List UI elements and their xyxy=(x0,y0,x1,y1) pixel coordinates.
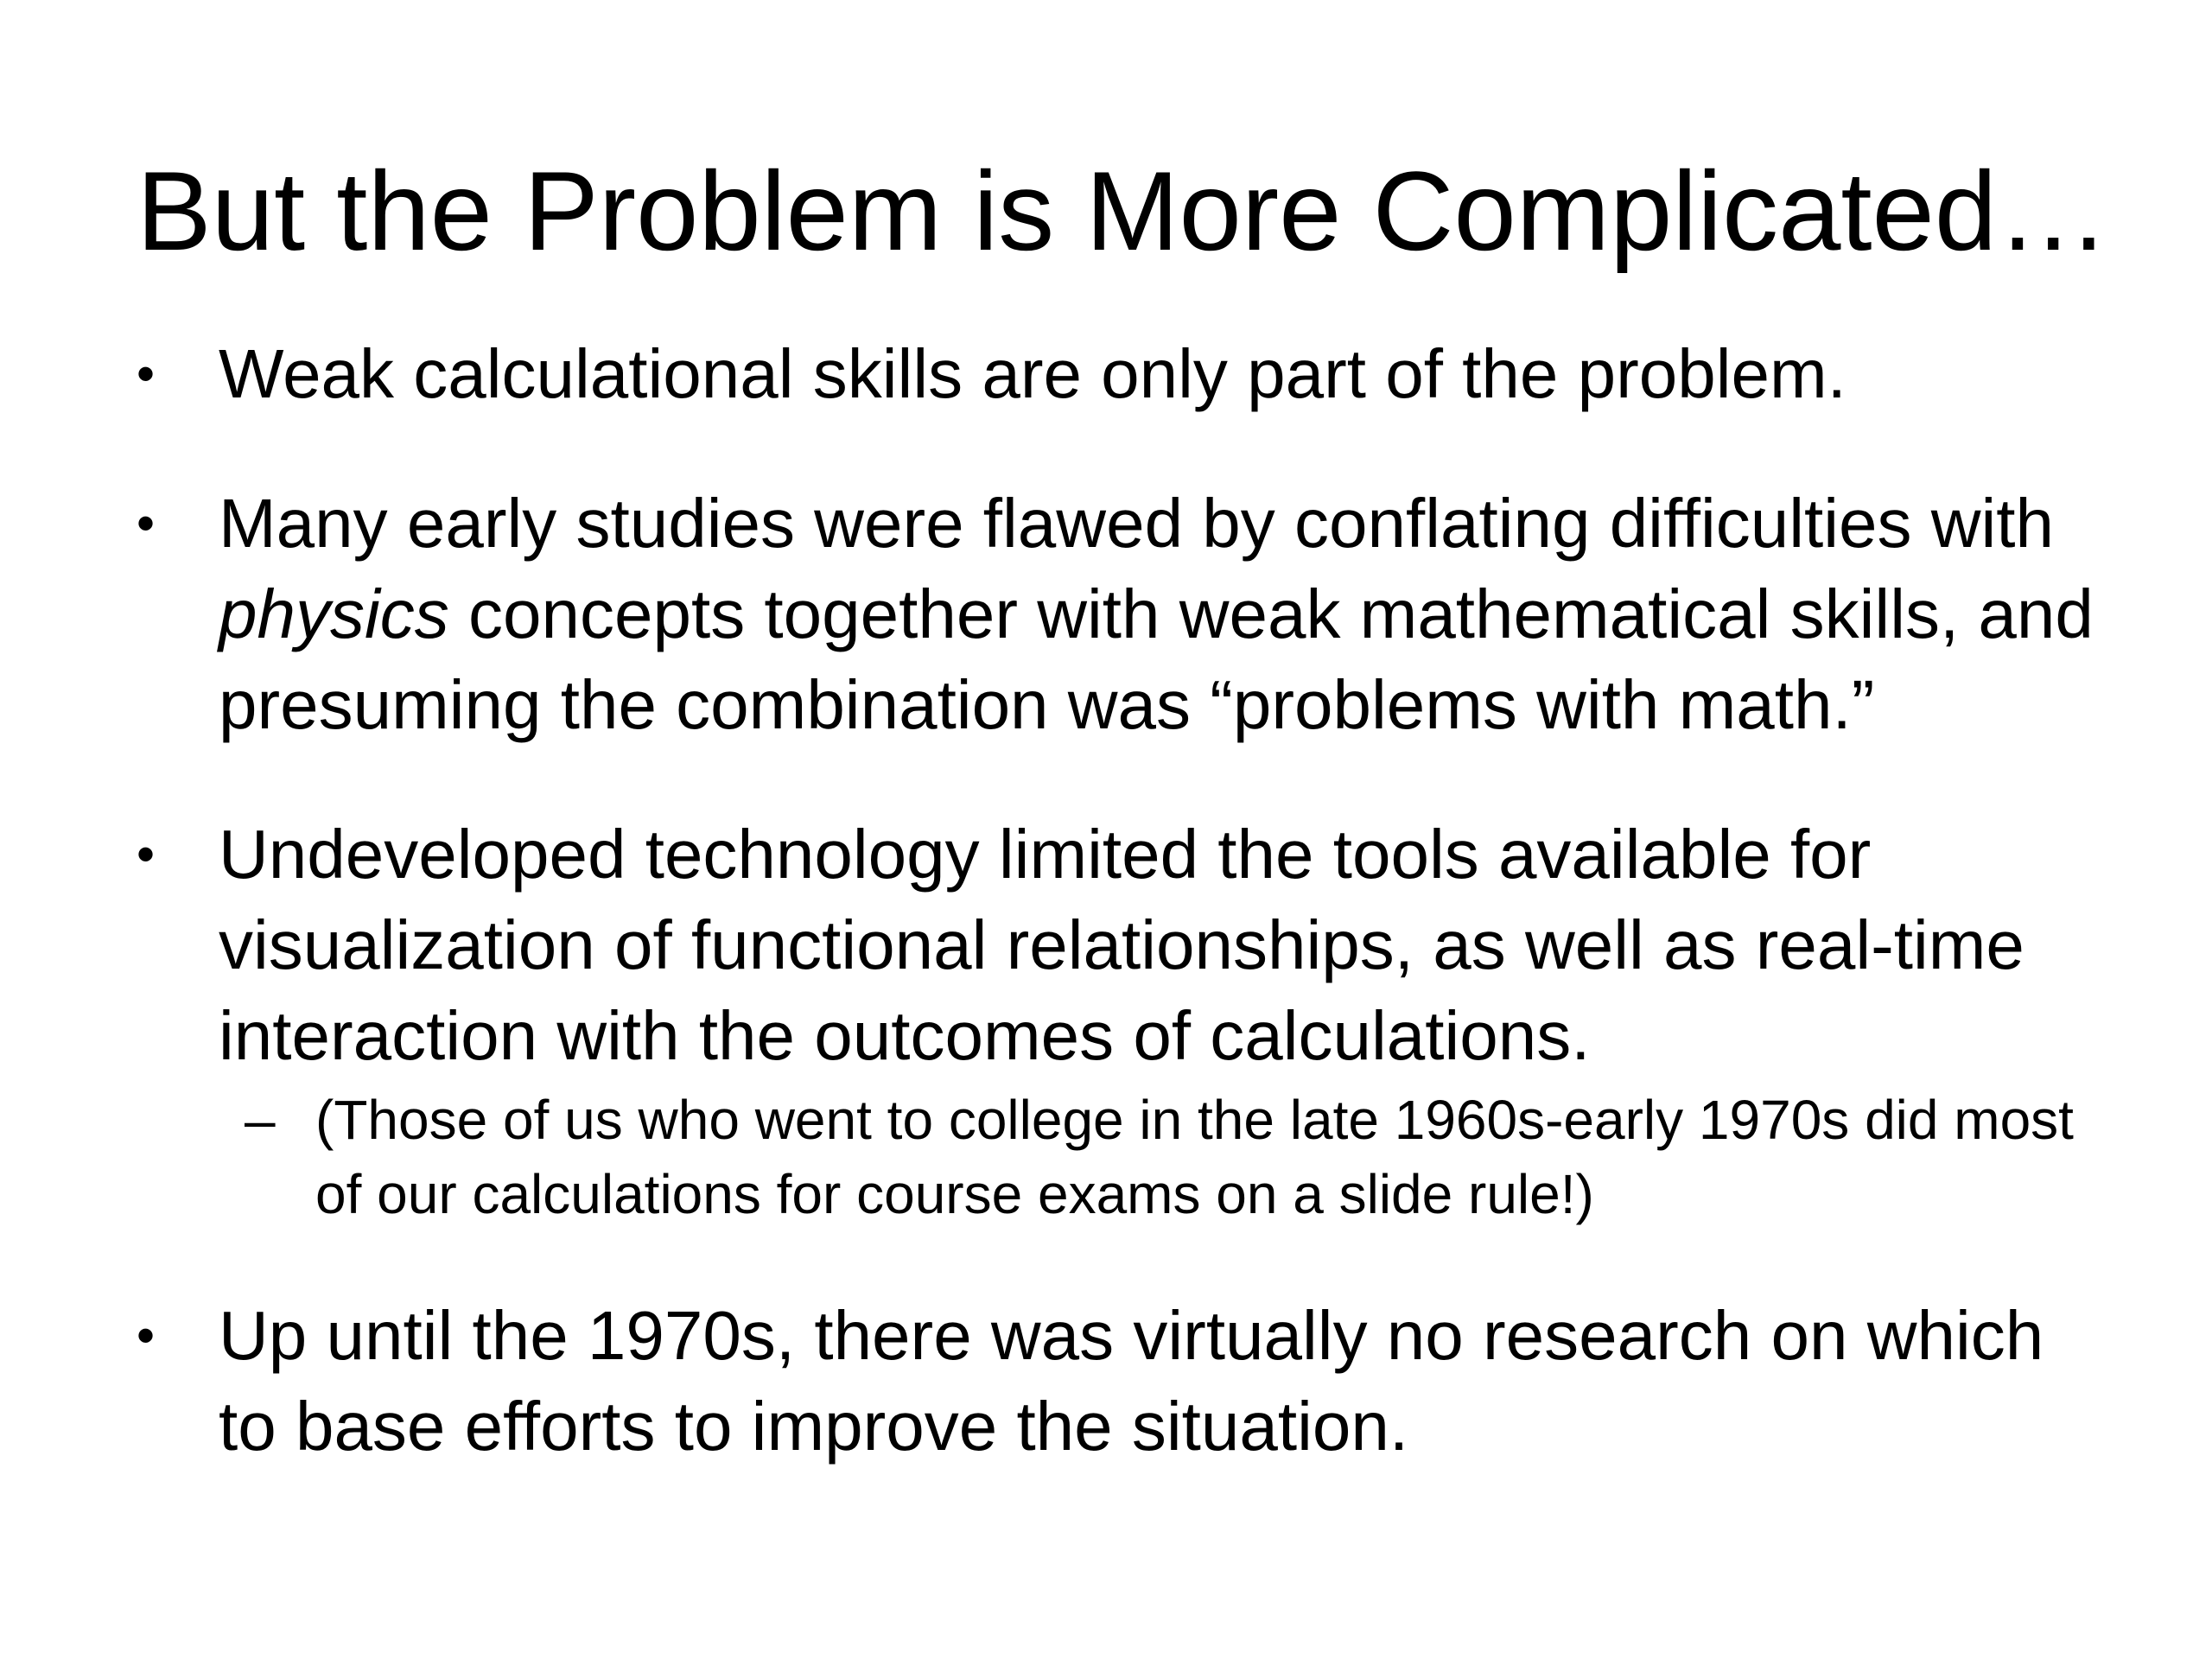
bullet-text: Undeveloped technology limited the tools available for visualization of functional relationships, as well as real-time interaction with the outcomes of calculations. xyxy=(219,816,2024,1074)
dash-icon: – xyxy=(245,1089,276,1151)
sub-bullet-list xyxy=(219,1083,2107,1231)
bullet-icon: • xyxy=(137,494,156,552)
bullet-list xyxy=(137,328,2107,1530)
bullet-item xyxy=(137,328,2107,419)
slide-title: But the Problem is More Complicated… xyxy=(137,148,2110,274)
bullet-text-emphasis: physics xyxy=(219,575,449,652)
bullet-text: Up until the 1970s, there was virtually no research on which to base efforts to improve the situation. xyxy=(219,1297,2044,1465)
bullet-text-start: Many early studies were flawed by conflating difficulties with xyxy=(219,485,2054,562)
bullet-item xyxy=(137,809,2107,1231)
sub-bullet-text: (Those of us who went to college in the late 1960s-early 1970s did most of our calculations for course exams on a slide rule!) xyxy=(315,1089,2074,1225)
bullet-item xyxy=(137,478,2107,750)
bullet-text: Weak calculational skills are only part of the problem. xyxy=(219,335,1847,412)
bullet-icon: • xyxy=(137,345,156,403)
bullet-icon: • xyxy=(137,1306,156,1364)
bullet-icon: • xyxy=(137,825,156,883)
bullet-text-end: concepts together with weak mathematical skills, and presuming the combination was “problems with math.” xyxy=(219,575,2094,743)
sub-bullet-item xyxy=(219,1083,2107,1231)
bullet-item xyxy=(137,1290,2107,1471)
